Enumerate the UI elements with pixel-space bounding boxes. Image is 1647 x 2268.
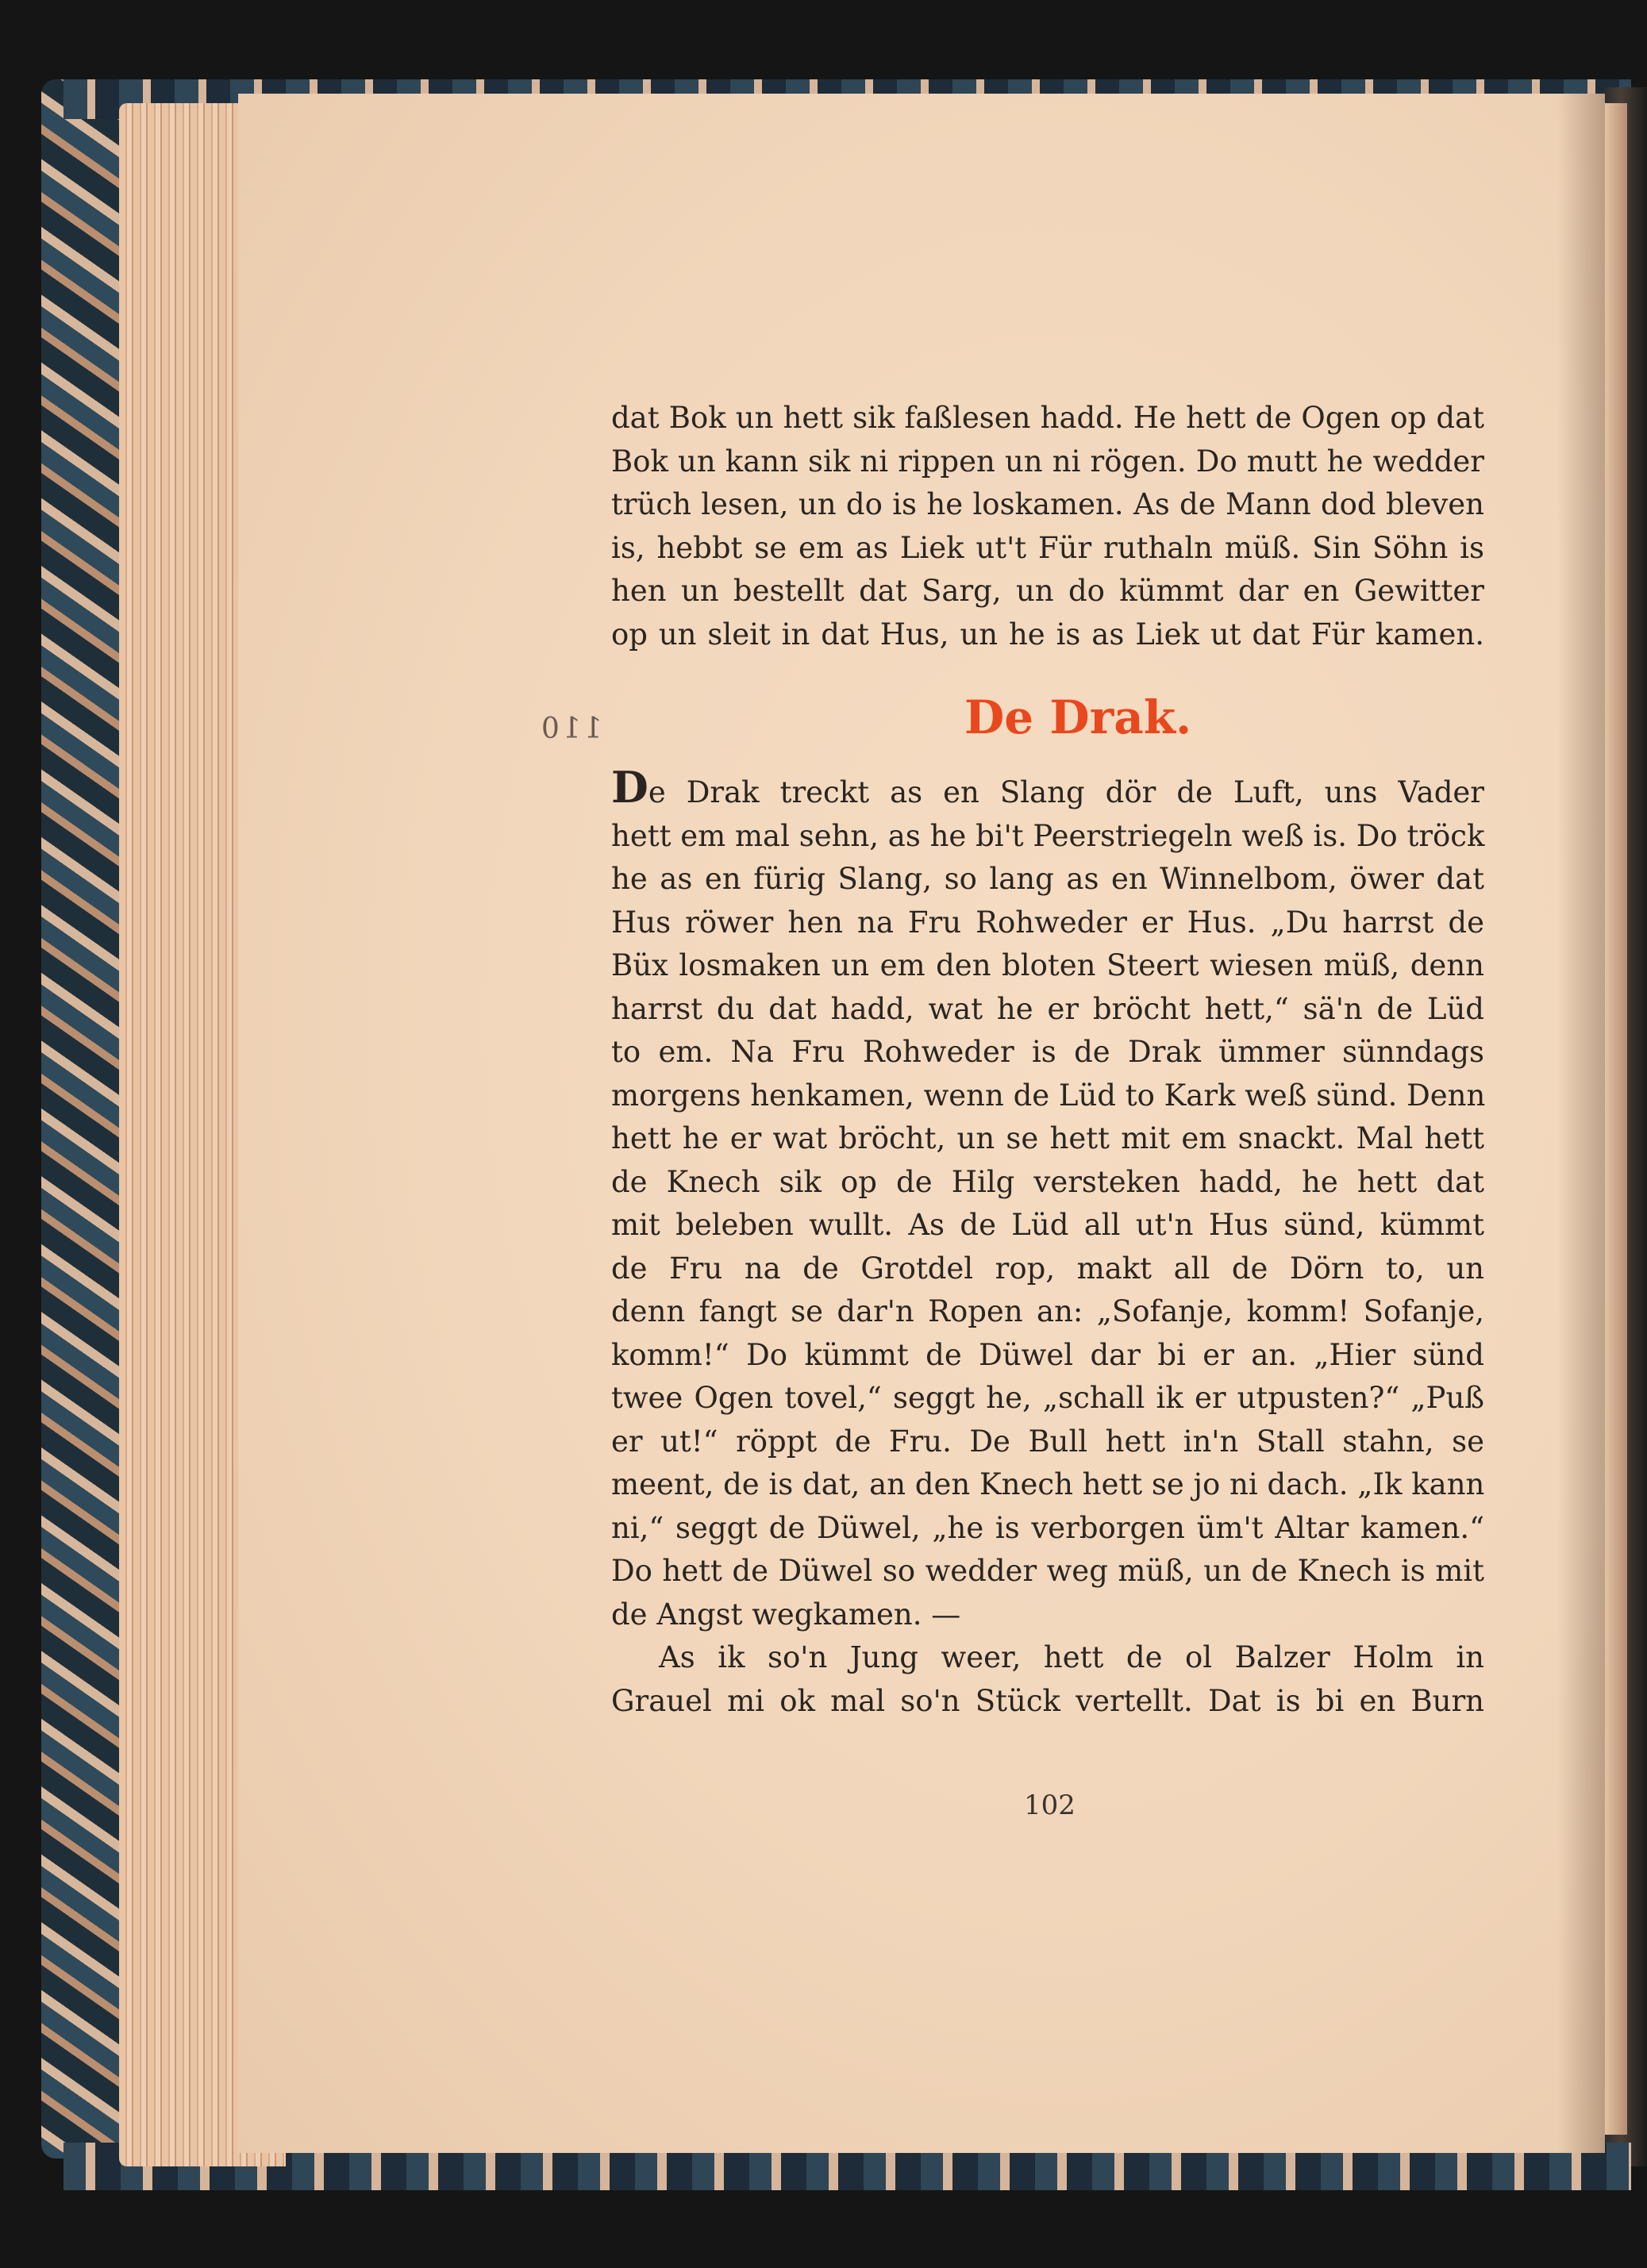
paragraph-1 (611, 397, 1484, 656)
text-line: op un sleit in dat Hus, un he is as Liek ut dat Für kamen. (611, 617, 1484, 652)
text-line: de Knech sik op de Hilg versteken hadd, he hett dat (611, 1164, 1484, 1199)
text-line: twee Ogen tovel,“ seggt he, „schall ik er utpusten?“ „Puß (611, 1381, 1484, 1415)
text-line: denn fangt se dar'n Ropen an: „Sofanje, komm! Sofanje, (611, 1294, 1484, 1328)
text-line: hett he er wat bröcht, un se hett mit em snackt. Mal hett (611, 1121, 1484, 1155)
text-line: de Angst wegkamen. — (611, 1597, 961, 1632)
text-line: Bok un kann sik ni rippen un ni rögen. Do mutt he wedder (611, 444, 1484, 479)
text-line: harrst du dat hadd, wat he er bröcht hett,“ sä'n de Lüd (611, 991, 1484, 1026)
text-line: he as en fürig Slang, so lang as en Winnelbom, öwer dat (611, 862, 1484, 896)
text-line: mit beleben wullt. As de Lüd all ut'n Hus sünd, kümmt (611, 1208, 1484, 1242)
text-line: komm!“ Do kümmt de Düwel dar bi er an. „Hier sünd (611, 1337, 1484, 1372)
text-line: de Fru na de Grotdel rop, makt all de Dörn to, un (611, 1251, 1484, 1286)
text-line: Do hett de Düwel so wedder weg müß, un de Knech is mit (611, 1554, 1484, 1588)
text-line-rest: e Drak treckt as en Slang dör de Luft, uns Vader (648, 775, 1484, 809)
facing-page-edge (1603, 103, 1627, 2135)
text-line: Hus röwer hen na Fru Rohweder er Hus. „Du harrst de (611, 905, 1484, 940)
drop-cap: D (611, 762, 648, 813)
text-line: er ut!“ röppt de Fru. De Bull hett in'n Stall stahn, se (611, 1424, 1484, 1459)
chapter-heading: De Drak. (964, 690, 1192, 744)
text-line: trüch lesen, un do is he loskamen. As de Mann dod bleven (611, 487, 1484, 521)
text-line: Büx losmaken un em den bloten Steert wiesen müß, denn (611, 948, 1484, 982)
text-line: dat Bok un hett sik faßlesen hadd. He hett de Ogen op dat (611, 401, 1484, 435)
text-line: morgens henkamen, wenn de Lüd to Kark weß sünd. Denn (611, 1078, 1486, 1113)
text-line: hen un bestellt dat Sarg, un do kümmt dar en Gewitter (611, 574, 1484, 608)
bleed-through-folio: 110 (538, 713, 602, 745)
text-line: ni,“ seggt de Düwel, „he is verborgen üm't Altar kamen.“ (611, 1510, 1484, 1545)
text-line: hett em mal sehn, as he bi't Peerstriegeln weß is. Do tröck (611, 818, 1485, 853)
page-number: 102 (1024, 1789, 1076, 1821)
text-line: Grauel mi ok mal so'n Stück vertellt. Dat is bi en Burn (611, 1683, 1484, 1718)
text-line: is, hebbt se em as Liek ut't Für ruthaln müß. Sin Söhn is (611, 530, 1484, 565)
text-line: As ik so'n Jung weer, hett de ol Balzer Holm in (659, 1640, 1484, 1674)
text-line: meent, de is dat, an den Knech hett se jo ni dach. „Ik kann (611, 1467, 1485, 1501)
text-line (611, 762, 1484, 815)
text-line: to em. Na Fru Rohweder is de Drak ümmer sünndags (611, 1035, 1484, 1069)
paragraph-2 (611, 762, 1486, 1723)
